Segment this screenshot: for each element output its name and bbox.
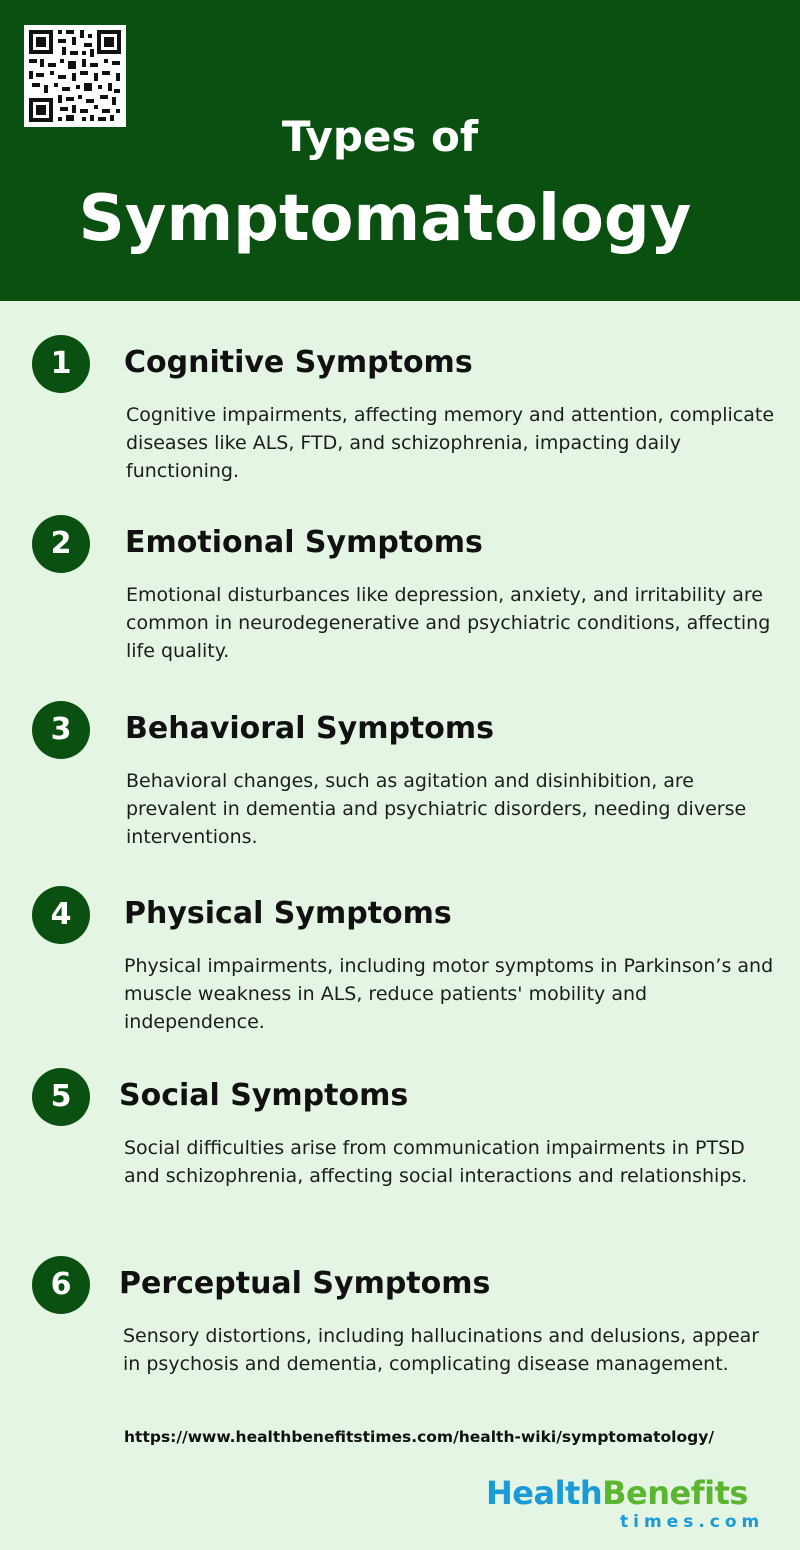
item-title: Perceptual Symptoms: [119, 1266, 491, 1301]
item-title: Behavioral Symptoms: [125, 711, 494, 746]
source-url[interactable]: https://www.healthbenefitstimes.com/health-wiki/symptomatology/: [124, 1428, 714, 1446]
number-badge: 1: [32, 335, 90, 393]
number-badge: 5: [32, 1068, 90, 1126]
logo-wordmark: [486, 1474, 748, 1512]
logo-subtitle: times.com: [620, 1512, 765, 1532]
number-badge: 3: [32, 701, 90, 759]
brand-logo: [486, 1474, 765, 1532]
title-line-2: Symptomatology: [78, 182, 692, 256]
number-badge: 4: [32, 886, 90, 944]
header-banner: [0, 0, 800, 301]
item-description: Behavioral changes, such as agitation and disinhibition, are prevalent in dementia and psychiatric disorders, needing diverse interventions.: [126, 770, 747, 848]
number-badge: 6: [32, 1256, 90, 1314]
item-description: Physical impairments, including motor symptoms in Parkinson’s and muscle weakness in ALS, reduce patients' mobility and independence.: [124, 955, 774, 1033]
number-badge: 2: [32, 515, 90, 573]
item-description: Sensory distortions, including hallucinations and delusions, appear in psychosis and dementia, complicating disease management.: [123, 1325, 760, 1375]
item-description: Social difficulties arise from communication impairments in PTSD and schizophrenia, affecting social interactions and relationships.: [124, 1137, 748, 1187]
item-description: Cognitive impairments, affecting memory and attention, complicate diseases like ALS, FTD, and schizophrenia, impacting daily functioning.: [126, 404, 775, 482]
item-title: Physical Symptoms: [124, 896, 452, 931]
item-title: Cognitive Symptoms: [124, 345, 473, 380]
item-title: Social Symptoms: [119, 1078, 409, 1113]
item-title: Emotional Symptoms: [125, 525, 483, 560]
logo-part-benefits: Benefits: [602, 1474, 748, 1512]
logo-part-health: Health: [486, 1474, 603, 1512]
item-description: Emotional disturbances like depression, anxiety, and irritability are common in neurodegenerative and psychiatric conditions, affecting life quality.: [126, 584, 771, 662]
title-line-1: Types of: [281, 112, 479, 161]
